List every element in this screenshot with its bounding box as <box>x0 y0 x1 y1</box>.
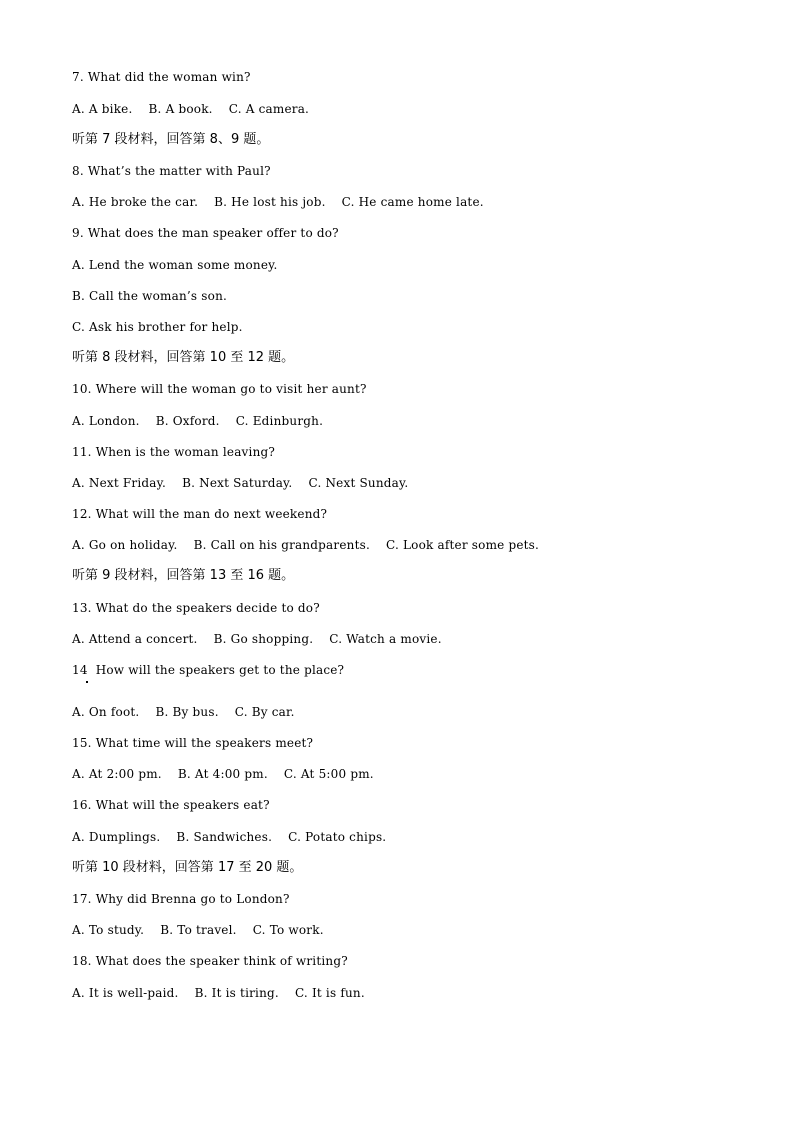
option-9a: A. Lend the woman some money. <box>72 258 278 272</box>
options-8: A. He broke the car. B. He lost his job. C. He came home late. <box>72 195 484 209</box>
question-8: 8. What’s the matter with Paul? <box>72 164 271 178</box>
options-10: A. London. B. Oxford. C. Edinburgh. <box>72 414 324 428</box>
options-14: A. On foot. B. By bus. C. By car. <box>72 705 295 719</box>
option-9b: B. Call the woman’s son. <box>72 289 228 303</box>
option-9c: C. Ask his brother for help. <box>72 320 243 334</box>
question-15: 15. What time will the speakers meet? <box>72 736 314 750</box>
section-heading-10: 听第 10 段材料，回答第 17 至 20 题。 <box>72 860 303 875</box>
options-13: A. Attend a concert. B. Go shopping. C. Watch a movie. <box>72 632 442 646</box>
section-heading-7: 听第 7 段材料，回答第 8、9 题。 <box>72 132 270 147</box>
options-7: A. A bike. B. A book. C. A camera. <box>72 102 310 116</box>
stray-dot <box>86 681 88 683</box>
question-16: 16. What will the speakers eat? <box>72 798 270 812</box>
question-10: 10. Where will the woman go to visit her aunt? <box>72 382 367 396</box>
question-11: 11. When is the woman leaving? <box>72 445 276 459</box>
options-18: A. It is well-paid. B. It is tiring. C. It is fun. <box>72 986 365 1000</box>
options-16: A. Dumplings. B. Sandwiches. C. Potato chips. <box>72 830 387 844</box>
options-17: A. To study. B. To travel. C. To work. <box>72 923 324 937</box>
question-7: 7. What did the woman win? <box>72 70 251 84</box>
question-13: 13. What do the speakers decide to do? <box>72 601 320 615</box>
question-12: 12. What will the man do next weekend? <box>72 507 328 521</box>
options-11: A. Next Friday. B. Next Saturday. C. Next Sunday. <box>72 476 409 490</box>
question-17: 17. Why did Brenna go to London? <box>72 892 290 906</box>
options-12: A. Go on holiday. B. Call on his grandparents. C. Look after some pets. <box>72 538 540 552</box>
options-15: A. At 2:00 pm. B. At 4:00 pm. C. At 5:00 pm. <box>72 767 374 781</box>
question-9: 9. What does the man speaker offer to do? <box>72 226 339 240</box>
section-heading-8: 听第 8 段材料，回答第 10 至 12 题。 <box>72 350 295 365</box>
section-heading-9: 听第 9 段材料，回答第 13 至 16 题。 <box>72 568 295 583</box>
question-18: 18. What does the speaker think of writing? <box>72 954 348 968</box>
question-14: 14 How will the speakers get to the place? <box>72 663 345 677</box>
